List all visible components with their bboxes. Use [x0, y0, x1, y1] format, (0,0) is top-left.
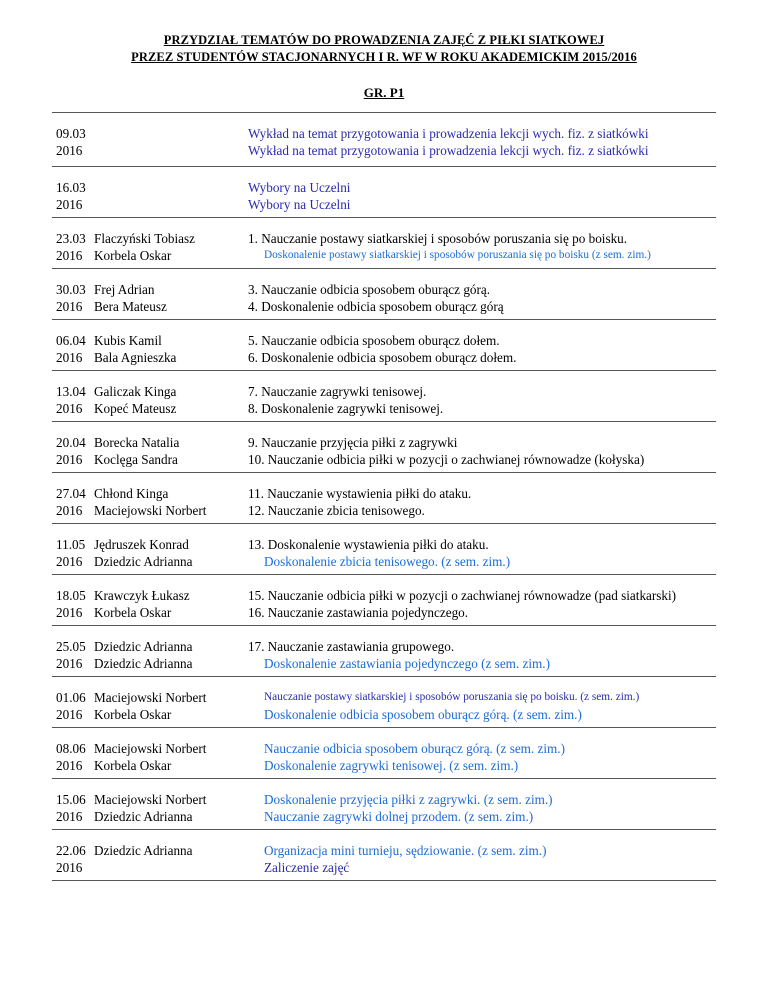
topic-1: 5. Nauczanie odbicia sposobem oburącz dołem. [248, 333, 500, 348]
row-topics [248, 740, 718, 774]
row-students: Maciejowski Norbert Dziedzic Adrianna [94, 792, 207, 824]
schedule-row [52, 625, 716, 676]
topic-1: 1. Nauczanie postawy siatkarskiej i sposobów poruszania się po boisku. [248, 231, 628, 246]
schedule-row [52, 370, 716, 421]
row-date: 01.06 2016 [56, 690, 86, 722]
row-students: Chłond Kinga Maciejowski Norbert [94, 486, 207, 518]
row-date: 09.03 2016 [56, 126, 86, 158]
row-topics [248, 281, 718, 315]
row-topics [248, 125, 718, 159]
document-title-line-1: PRZYDZIAŁ TEMATÓW DO PROWADZENIA ZAJĘĆ Z PIŁKI SIATKOWEJ [163, 33, 605, 47]
topic-1: 11. Nauczanie wystawienia piłki do ataku. [248, 486, 472, 501]
row-topics [248, 638, 718, 672]
row-topics [248, 332, 718, 366]
topic-2: Doskonalenie zagrywki tenisowej. (z sem. zim.) [264, 758, 519, 773]
row-students: Kubis Kamil Bala Agnieszka [94, 333, 177, 365]
row-topics [248, 434, 718, 468]
topic-2: Doskonalenie odbicia sposobem oburącz górą. (z sem. zim.) [264, 707, 582, 722]
row-date: 18.05 2016 [56, 588, 86, 620]
topic-2: Wybory na Uczelni [248, 197, 351, 212]
schedule-row [52, 676, 716, 727]
topic-1: Nauczanie odbicia sposobem oburącz górą. (z sem. zim.) [264, 741, 565, 756]
row-date: 27.04 2016 [56, 486, 86, 518]
row-topics [248, 842, 718, 876]
row-students: Maciejowski Norbert Korbela Oskar [94, 741, 207, 773]
row-topics [248, 485, 718, 519]
row-topics [248, 536, 718, 570]
row-date: 13.04 2016 [56, 384, 86, 416]
topic-2: 10. Nauczanie odbicia piłki w pozycji o zachwianej równowadze (kołyska) [248, 452, 645, 467]
schedule-row [52, 421, 716, 472]
schedule-row [52, 574, 716, 625]
row-date: 23.03 2016 [56, 231, 86, 263]
row-students: Flaczyński Tobiasz Korbela Oskar [94, 231, 196, 263]
topic-1: Organizacja mini turnieju, sędziowanie. (z sem. zim.) [264, 843, 547, 858]
topic-2: 8. Doskonalenie zagrywki tenisowej. [248, 401, 444, 416]
row-topics [248, 689, 718, 723]
row-date: 25.05 2016 [56, 639, 86, 671]
row-students: Galiczak Kinga Kopeć Mateusz [94, 384, 177, 416]
topic-1: Doskonalenie przyjęcia piłki z zagrywki. (z sem. zim.) [264, 792, 553, 807]
schedule-row [52, 166, 716, 217]
topic-1: Wybory na Uczelni [248, 180, 351, 195]
row-date: 22.06 2016 [56, 843, 86, 875]
row-students: Krawczyk Łukasz Korbela Oskar [94, 588, 190, 620]
schedule-row [52, 319, 716, 370]
topic-2: 4. Doskonalenie odbicia sposobem oburącz górą [248, 299, 504, 314]
topic-2: Doskonalenie zbicia tenisowego. (z sem. zim.) [264, 554, 511, 569]
topic-2: 12. Nauczanie zbicia tenisowego. [248, 503, 425, 518]
topic-2: Zaliczenie zajęć [264, 860, 350, 875]
topic-2: Doskonalenie zastawiania pojedynczego (z sem. zim.) [264, 656, 550, 671]
row-date: 16.03 2016 [56, 180, 86, 212]
schedule-table [52, 112, 716, 881]
row-topics [248, 230, 718, 264]
schedule-row [52, 112, 716, 166]
row-students: Jędruszek Konrad Dziedzic Adrianna [94, 537, 193, 569]
schedule-row [52, 217, 716, 268]
row-topics [248, 383, 718, 417]
topic-1: Wykład na temat przygotowania i prowadzenia lekcji wych. fiz. z siatkówki [248, 126, 649, 141]
topic-1: 3. Nauczanie odbicia sposobem oburącz górą. [248, 282, 491, 297]
row-topics [248, 587, 718, 621]
row-date: 20.04 2016 [56, 435, 86, 467]
row-date: 30.03 2016 [56, 282, 86, 314]
group-label: GR. P1 [363, 85, 405, 100]
schedule-row [52, 727, 716, 778]
schedule-row [52, 829, 716, 881]
topic-2: Nauczanie zagrywki dolnej przodem. (z sem. zim.) [264, 809, 534, 824]
topic-1: 15. Nauczanie odbicia piłki w pozycji o zachwianej równowadze (pad siatkarski) [248, 588, 677, 603]
schedule-row [52, 472, 716, 523]
row-date: 06.04 2016 [56, 333, 86, 365]
document-title-line-2: PRZEZ STUDENTÓW STACJONARNYCH I R. WF W ROKU AKADEMICKIM 2015/2016 [131, 50, 637, 64]
row-topics [248, 179, 718, 213]
topic-2: 16. Nauczanie zastawiania pojedynczego. [248, 605, 469, 620]
row-students: Maciejowski Norbert Korbela Oskar [94, 690, 207, 722]
topic-2: 6. Doskonalenie odbicia sposobem oburącz dołem. [248, 350, 517, 365]
row-students: Borecka Natalia Koclęga Sandra [94, 435, 180, 467]
schedule-row [52, 268, 716, 319]
row-students: Dziedzic Adrianna Dziedzic Adrianna [94, 639, 193, 671]
topic-2: Wykład na temat przygotowania i prowadzenia lekcji wych. fiz. z siatkówki [248, 143, 649, 158]
row-topics [248, 791, 718, 825]
row-date: 15.06 2016 [56, 792, 86, 824]
topic-2: Doskonalenie postawy siatkarskiej i sposobów poruszania się po boisku (z sem. zim.) [264, 249, 651, 261]
schedule-row [52, 523, 716, 574]
row-students: Dziedzic Adrianna [94, 843, 193, 858]
schedule-row [52, 778, 716, 829]
row-students: Frej Adrian Bera Mateusz [94, 282, 167, 314]
topic-1: 7. Nauczanie zagrywki tenisowej. [248, 384, 427, 399]
topic-1: Nauczanie postawy siatkarskiej i sposobów poruszania się po boisku. (z sem. zim.) [264, 691, 640, 703]
topic-1: 9. Nauczanie przyjęcia piłki z zagrywki [248, 435, 458, 450]
topic-1: 17. Nauczanie zastawiania grupowego. [248, 639, 455, 654]
row-date: 11.05 2016 [56, 537, 86, 569]
topic-1: 13. Doskonalenie wystawienia piłki do ataku. [248, 537, 489, 552]
row-date: 08.06 2016 [56, 741, 86, 773]
